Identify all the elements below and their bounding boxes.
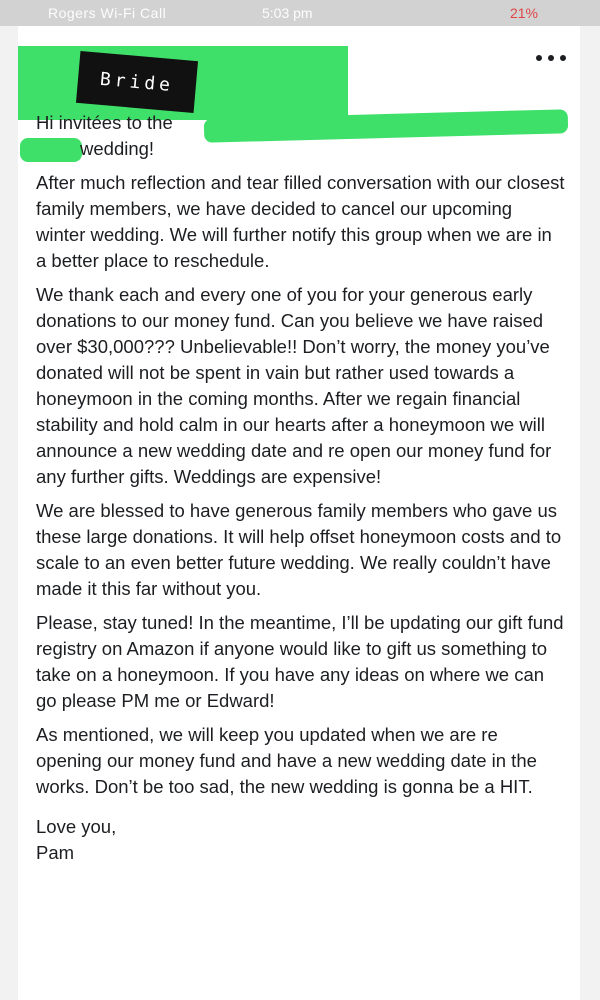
status-bar: [0, 0, 600, 26]
more-horizontal-icon[interactable]: [536, 50, 566, 66]
post-paragraph: Please, stay tuned! In the meantime, I’ll be updating our gift fund registry on Amazon if anyone would like to gift us something to take on a honeymoon. If you have any ideas on where we can go please PM me or Edward!: [36, 612, 564, 711]
greeting: [36, 110, 566, 162]
dot: [560, 55, 566, 61]
signoff: [36, 814, 566, 866]
redaction-mark: [20, 138, 82, 162]
post-card: [18, 26, 580, 1000]
post-paragraph: As mentioned, we will keep you updated when we are re opening our money fund and have a new wedding date in the works. Don’t be too sad, the new wedding is gonna be a HIT.: [36, 724, 537, 797]
closing-line: Love you,: [36, 816, 117, 837]
redacted-author-header: [18, 46, 348, 120]
post-body: [36, 110, 566, 866]
dot: [548, 55, 554, 61]
signature: Pam: [36, 842, 75, 863]
dot: [536, 55, 542, 61]
post-paragraph: We thank each and every one of you for your generous early donations to our money fund. Can you believe we have raised over $30,000??? Unbelievable!! Don’t worry, the money you’ve donated will not be spent in vain but rather used towards a honeymoon in the coming months. After we regain financial stability and hold calm in our hearts after a honeymoon we will announce a new wedding date and re open our money fund for any further gifts. Weddings are expensive!: [36, 284, 552, 487]
bride-badge: Bride: [76, 51, 198, 113]
battery-level: 21%: [509, 5, 538, 21]
battery-icon: [510, 0, 538, 26]
greeting-text-end: wedding!: [80, 138, 155, 159]
carrier-label: Rogers Wi-Fi Call: [48, 5, 167, 21]
clock-time: 5:03 pm: [262, 5, 313, 21]
redaction-mark: [204, 109, 569, 143]
post-paragraph: After much reflection and tear filled conversation with our closest family members, we have decided to cancel our upcoming winter wedding. We will further notify this group when we are in a better place to reschedule.: [36, 172, 565, 271]
post-paragraph: We are blessed to have generous family members who gave us these large donations. It will help offset honeymoon costs and to scale to an even better future wedding. We really couldn’t have made it this far without you.: [36, 500, 562, 599]
greeting-text: Hi invitées to the: [36, 112, 173, 133]
